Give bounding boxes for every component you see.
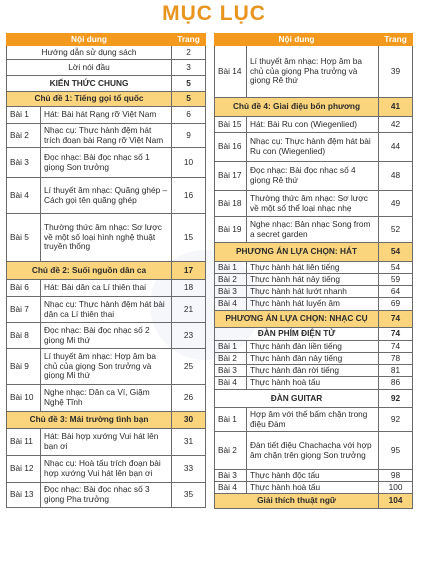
lesson-title: Hát: Bài dân ca Lí thiên thai [41,280,172,297]
subsection-title: ĐÀN PHÍM ĐIỆN TỬ [215,328,379,341]
page-number: 104 [379,494,413,509]
page-number: 95 [379,432,413,470]
lesson-title: Nhạc cụ: Thực hành đệm hát trích đoạn bài Rạng rỡ Việt Nam [41,124,172,148]
toc-table-right [214,33,413,509]
toc-table-left [6,33,206,508]
page-number: 74 [379,341,413,353]
page-number: 59 [379,274,413,286]
toc-row[interactable] [7,124,206,148]
page-number: 25 [172,349,206,385]
toc-row[interactable] [215,482,413,494]
toc-row[interactable] [215,162,413,191]
page-number: 78 [379,353,413,365]
lesson-title: Đọc nhạc: Bài đọc nhạc số 3 giọng Pha trưởng [41,483,172,508]
toc-section-row[interactable] [215,98,413,117]
page-number: 81 [379,365,413,377]
toc-row[interactable] [7,385,206,412]
toc-row[interactable] [215,470,413,482]
lesson-number: Bài 2 [215,353,247,365]
page-number: 92 [379,390,413,408]
page-number: 48 [379,162,413,191]
lesson-number: Bài 3 [7,148,41,178]
lesson-title: Thực hành đàn nảy tiếng [247,353,379,365]
toc-row[interactable] [215,432,413,470]
page-number: 98 [379,470,413,482]
header-content: Nội dung [215,34,379,46]
page-number: 21 [172,297,206,323]
header-page: Trang [379,34,413,46]
section-title: Chủ đề 2: Suối nguồn dân ca [7,262,172,280]
page-number: 49 [379,191,413,217]
lesson-title: Thực hành hát luyến âm [247,298,379,311]
page-number: 5 [172,76,206,92]
section-title: PHƯƠNG ÁN LỰA CHỌN: HÁT [215,243,379,262]
lesson-title: Thực hành hoà tấu [247,377,379,390]
lesson-title: Thực hành hát nảy tiếng [247,274,379,286]
toc-row[interactable] [215,191,413,217]
header-page: Trang [172,34,206,46]
toc-row[interactable] [7,178,206,214]
lesson-number: Bài 19 [215,217,247,243]
lesson-number: Bài 3 [215,365,247,377]
subsection-title: ĐÀN GUITAR [215,390,379,408]
lesson-title: Hát: Bài hát Rạng rỡ Việt Nam [41,107,172,124]
toc-row[interactable] [7,280,206,297]
lesson-number: Bài 4 [215,377,247,390]
lesson-title: Thực hành hoà tấu [247,482,379,494]
lesson-number: Bài 9 [7,349,41,385]
toc-row[interactable] [215,298,413,311]
page-number: 5 [172,92,206,107]
page-number: 39 [379,46,413,98]
toc-row[interactable] [7,148,206,178]
entry-title: KIẾN THỨC CHUNG [7,76,172,92]
lesson-number: Bài 18 [215,191,247,217]
toc-row[interactable] [215,353,413,365]
lesson-title: Nghe nhạc: Bản nhạc Song from a secret garden [247,217,379,243]
toc-section-row[interactable] [215,494,413,509]
toc-section-row[interactable] [7,92,206,107]
toc-row[interactable] [215,408,413,432]
section-title: Giải thích thuật ngữ [215,494,379,509]
page-number: 30 [172,412,206,429]
header-content: Nội dung [7,34,172,46]
toc-row[interactable] [215,286,413,298]
lesson-number: Bài 1 [215,408,247,432]
lesson-title: Thực hành độc tấu [247,470,379,482]
toc-row[interactable] [215,365,413,377]
lesson-number: Bài 1 [215,341,247,353]
lesson-title: Thực hành đàn rời tiếng [247,365,379,377]
table-header [215,34,413,46]
toc-row[interactable] [215,274,413,286]
section-title: Chủ đề 1: Tiếng gọi tổ quốc [7,92,172,107]
page-number: 74 [379,311,413,328]
lesson-number: Bài 4 [215,298,247,311]
page-number: 26 [172,385,206,412]
lesson-number: Bài 7 [7,297,41,323]
lesson-number: Bài 17 [215,162,247,191]
toc-subsection-row[interactable] [215,390,413,408]
lesson-title: Nhạc cụ: Thực hành đệm hát bài Ru con (Wiegenlied) [247,133,379,162]
toc-row[interactable] [7,214,206,262]
lesson-title: Nhạc cụ: Hoà tấu trích đoạn bài hợp xướng Vui hát lên bạn ơi [41,456,172,483]
lesson-number: Bài 11 [7,429,41,456]
page-number: 18 [172,280,206,297]
page-number: 74 [379,328,413,341]
lesson-number: Bài 2 [215,432,247,470]
page-number: 33 [172,456,206,483]
page-number: 31 [172,429,206,456]
page-number: 69 [379,298,413,311]
page-number: 54 [379,243,413,262]
lesson-number: Bài 14 [215,46,247,98]
toc-section-row[interactable] [7,262,206,280]
lesson-number: Bài 3 [215,470,247,482]
toc-row[interactable] [7,456,206,483]
toc-row[interactable] [215,117,413,133]
lesson-title: Thực hành hát liên tiếng [247,262,379,274]
lesson-title: Hát: Bài hợp xướng Vui hát lên bạn ơi [41,429,172,456]
lesson-number: Bài 12 [7,456,41,483]
page-number: 6 [172,107,206,124]
section-title: Chủ đề 4: Giai điệu bốn phương [215,98,379,117]
entry-title: Hướng dẫn sử dụng sách [7,46,172,60]
toc-row[interactable] [7,76,206,92]
page-number: 64 [379,286,413,298]
lesson-number: Bài 1 [7,107,41,124]
page-number: 17 [172,262,206,280]
lesson-number: Bài 6 [7,280,41,297]
lesson-title: Đọc nhạc: Bài đọc nhạc số 2 giọng Mi thứ [41,323,172,349]
page-number: 86 [379,377,413,390]
page-number: 42 [379,117,413,133]
lesson-number: Bài 2 [215,274,247,286]
lesson-number: Bài 8 [7,323,41,349]
toc-section-row[interactable] [215,243,413,262]
section-title: Chủ đề 3: Mái trường tình bạn [7,412,172,429]
lesson-title: Đọc nhạc: Bài đọc nhạc số 4 giọng Rê thứ [247,162,379,191]
page-number: 15 [172,214,206,262]
page-number: 3 [172,60,206,76]
lesson-number: Bài 4 [215,482,247,494]
table-header [7,34,206,46]
page-number: 41 [379,98,413,117]
page-number: 16 [172,178,206,214]
page-number: 44 [379,133,413,162]
toc-row[interactable] [215,217,413,243]
lesson-title: Đọc nhạc: Bài đọc nhạc số 1 giọng Son trưởng [41,148,172,178]
lesson-title: Thường thức âm nhạc: Sơ lược về một số loại hình nghệ thuật truyền thống [41,214,172,262]
lesson-number: Bài 5 [7,214,41,262]
toc-row[interactable] [7,107,206,124]
toc-section-row[interactable] [215,311,413,328]
lesson-number: Bài 4 [7,178,41,214]
lesson-number: Bài 13 [7,483,41,508]
section-title: PHƯƠNG ÁN LỰA CHỌN: NHẠC CỤ [215,311,379,328]
toc-section-row[interactable] [7,412,206,429]
toc-row[interactable] [7,429,206,456]
lesson-title: Thường thức âm nhạc: Sơ lược về một số thể loại nhạc nhẹ [247,191,379,217]
lesson-title: Thực hành đàn liền tiếng [247,341,379,353]
page-number: 54 [379,262,413,274]
lesson-number: Bài 10 [7,385,41,412]
entry-title: Lời nói đầu [7,60,172,76]
lesson-title: Đàn tiết điệu Chachacha với hợp âm chặn trên giọng Son trưởng [247,432,379,470]
page-number: 52 [379,217,413,243]
toc-subsection-row[interactable] [215,328,413,341]
page-title: MỤC LỤC [162,2,266,25]
lesson-title: Hợp âm với thế bấm chặn trong điệu Đàm [247,408,379,432]
lesson-number: Bài 16 [215,133,247,162]
page-number: 10 [172,148,206,178]
page-number: 35 [172,483,206,508]
lesson-title: Hát: Bài Ru con (Wiegenlied) [247,117,379,133]
toc-row[interactable] [7,349,206,385]
toc-row[interactable] [7,483,206,508]
lesson-title: Nhạc cụ: Thực hành đệm hát bài dân ca Lí thiên thai [41,297,172,323]
lesson-title: Nghe nhạc: Dân ca Ví, Giặm Nghệ Tĩnh [41,385,172,412]
page-number: 9 [172,124,206,148]
lesson-title: Lí thuyết âm nhạc: Quãng ghép – Cách gọi tên quãng ghép [41,178,172,214]
toc-row[interactable] [215,262,413,274]
toc-row[interactable] [7,323,206,349]
lesson-number: Bài 2 [7,124,41,148]
toc-row[interactable] [215,46,413,98]
toc-row[interactable] [7,46,206,60]
toc-row[interactable] [215,341,413,353]
toc-row[interactable] [215,377,413,390]
toc-row[interactable] [215,133,413,162]
toc-row[interactable] [7,60,206,76]
lesson-number: Bài 3 [215,286,247,298]
toc-row[interactable] [7,297,206,323]
page-number: 100 [379,482,413,494]
page-number: 2 [172,46,206,60]
page-number: 23 [172,323,206,349]
lesson-title: Lí thuyết âm nhạc: Hợp âm ba chủ của giọng Son trưởng và giọng Mi thứ [41,349,172,385]
lesson-number: Bài 15 [215,117,247,133]
lesson-title: Lí thuyết âm nhạc: Hợp âm ba chủ của giọng Pha trưởng và giọng Rê thứ [247,46,379,98]
lesson-title: Thực hành hát lướt nhanh [247,286,379,298]
page-number: 92 [379,408,413,432]
lesson-number: Bài 1 [215,262,247,274]
